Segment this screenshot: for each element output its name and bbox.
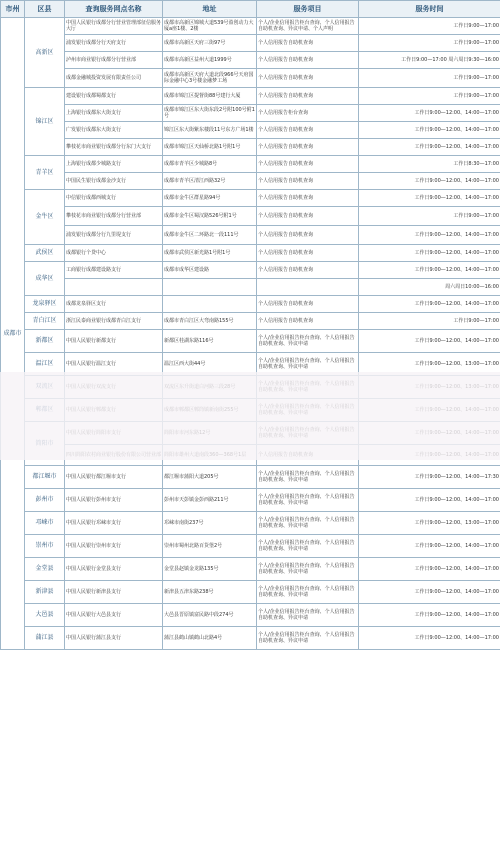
name-cell: 浙江民泰商业银行成都青白江支行 [65, 313, 163, 330]
address-cell: 成都市锦江区天仙桥北路1号附1号 [163, 139, 257, 156]
district-cell: 新津县 [25, 581, 65, 604]
district-cell: 青羊区 [25, 156, 65, 190]
table-row [1, 262, 500, 279]
time-cell: 工作日9:00—12:00、14:00—17:00 [359, 489, 500, 512]
name-cell: 建设银行成都蜀都支行 [65, 88, 163, 105]
service-cell: 个人信用报告自助机查询 [257, 190, 359, 207]
name-cell: 攀枝花市商业银行成都分行东门大支行 [65, 139, 163, 156]
name-cell: 中国人民银行金堂县支行 [65, 558, 163, 581]
address-cell [163, 296, 257, 313]
address-cell: 成都市武侯区新光路1号附1号 [163, 245, 257, 262]
table-row [1, 279, 500, 296]
time-cell: 工作日9:00—17:00 [359, 69, 500, 88]
address-cell: 成都市青羊区清江西路32号 [163, 173, 257, 190]
service-cell: 个人/企业信用报告柜台查询、个人信用报告自助机查询、异议申请 [257, 581, 359, 604]
table-body [1, 18, 500, 650]
table-row [1, 190, 500, 207]
district-cell: 彭州市 [25, 489, 65, 512]
name-cell: 浦发银行成都分行九里堤支行 [65, 226, 163, 245]
name-cell: 中信银行成都西城支行 [65, 190, 163, 207]
name-cell: 工商银行成都建设路支行 [65, 262, 163, 279]
name-cell: 攀枝花市商业银行成都分行营业部 [65, 207, 163, 226]
time-cell: 工作日9:00—12:00、14:00—17:00 [359, 627, 500, 650]
table-row [1, 52, 500, 69]
service-cell: 个人信用报告柜台查询 [257, 105, 359, 122]
time-cell: 工作日9:00—12:00、14:00—17:00 [359, 122, 500, 139]
district-cell: 锦江区 [25, 88, 65, 156]
time-cell: 工作日9:00—17:00 [359, 18, 500, 35]
district-cell: 高新区 [25, 18, 65, 88]
header-time: 服务时间 [359, 1, 500, 18]
table-row [1, 226, 500, 245]
name-cell: 中国人民银行成都分行营业管理部征信服务大厅 [65, 18, 163, 35]
time-cell: 工作日9:00—17:00 周六周日9:30—16:00 [359, 52, 500, 69]
address-cell: 成都市金牛区二环路北一段111号 [163, 226, 257, 245]
service-cell: 个人信用报告自助机查询 [257, 262, 359, 279]
district-cell: 都江堰市 [25, 466, 65, 489]
service-cell: 个人/企业信用报告柜台查询、个人信用报告自助机查询、异议申请 [257, 466, 359, 489]
district-cell: 龙泉驿区 [25, 296, 65, 313]
district-cell: 青白江区 [25, 313, 65, 330]
table-row [1, 35, 500, 52]
time-cell: 工作日9:00—12:00、14:00—17:00 [359, 190, 500, 207]
table-row [1, 313, 500, 330]
service-cell: 个人/企业信用报告柜台查询、个人信用报告自助机查询、异议申请、个人声明 [257, 18, 359, 35]
address-cell: 金堂县赵镇金龙路135号 [163, 558, 257, 581]
service-cell: 个人信用报告自助机查询 [257, 139, 359, 156]
service-cell: 个人信用报告自助机查询 [257, 156, 359, 173]
address-cell: 新津县五津东路238号 [163, 581, 257, 604]
address-cell: 成都市成华区建设路 [163, 262, 257, 279]
district-cell: 蒲江县 [25, 627, 65, 650]
table-row [1, 604, 500, 627]
address-cell: 都江堰市蒲阳大道205号 [163, 466, 257, 489]
table-row [1, 69, 500, 88]
service-cell: 个人信用报告自助机查询 [257, 296, 359, 313]
name-cell: 中国人民银行蒲江县支行 [65, 627, 163, 650]
service-cell: 个人信用报告自助机查询 [257, 245, 359, 262]
service-cell: 个人信用报告自助机查询 [257, 69, 359, 88]
table-row [1, 512, 500, 535]
service-cell: 个人/企业信用报告柜台查询、个人信用报告自助机查询、异议申请 [257, 535, 359, 558]
district-cell: 金牛区 [25, 190, 65, 245]
service-cell [257, 279, 359, 296]
time-cell: 工作日9:00—12:00、14:00—17:00 [359, 558, 500, 581]
name-cell: 中国人民银行都江堰市支行 [65, 466, 163, 489]
time-cell: 工作日8:30—17:00 [359, 156, 500, 173]
service-cell: 个人/企业信用报告柜台查询、个人信用报告自助机查询、异议申请 [257, 604, 359, 627]
name-cell: 中国人民银行大邑县支行 [65, 604, 163, 627]
table-row [1, 18, 500, 35]
name-cell: 成都银行个贷中心 [65, 245, 163, 262]
address-cell: 成都市青羊区少城路8号 [163, 156, 257, 173]
table-row [1, 122, 500, 139]
time-cell: 工作日9:00—12:00、13:00—17:00 [359, 512, 500, 535]
header-district: 区县 [25, 1, 65, 18]
service-cell: 个人信用报告自助机查询 [257, 173, 359, 190]
table-row [1, 581, 500, 604]
name-cell: 成都金融城投资发展有限责任公司 [65, 69, 163, 88]
district-cell: 崇州市 [25, 535, 65, 558]
district-cell: 武侯区 [25, 245, 65, 262]
time-cell: 工作日9:00—12:00、14:00—17:00 [359, 581, 500, 604]
service-cell: 个人/企业信用报告柜台查询、个人信用报告自助机查询、异议申请 [257, 489, 359, 512]
time-cell: 周六周日10:00—16:00 [359, 279, 500, 296]
address-cell: 成都市锦江区提督街88号建行大厦 [163, 88, 257, 105]
address-cell: 蒲江县鹤山镇鹤山北路4号 [163, 627, 257, 650]
service-cell: 个人信用报告自助机查询 [257, 226, 359, 245]
header-city: 市州 [1, 1, 25, 18]
address-cell: 成都市高新区益州大道1999号 [163, 52, 257, 69]
time-cell: 工作日9:00—12:00、14:00—17:30 [359, 466, 500, 489]
table-row [1, 105, 500, 122]
name-cell: 泸州市商业银行成都分行营业部 [65, 52, 163, 69]
district-cell: 金堂县 [25, 558, 65, 581]
address-cell: 邛崃市南街237号 [163, 512, 257, 535]
city-cell: 成都市 [1, 18, 25, 650]
service-cell: 个人/企业信用报告柜台查询、个人信用报告自助机查询、异议申请 [257, 512, 359, 535]
name-cell: 上海银行成都东大街支行 [65, 105, 163, 122]
name-cell: 浦发银行成都分行天府支行 [65, 35, 163, 52]
service-cell: 个人信用报告自助机查询 [257, 122, 359, 139]
table-row [1, 207, 500, 226]
address-cell: 成都市青白江区大弯南路155号 [163, 313, 257, 330]
header-service: 服务项目 [257, 1, 359, 18]
address-cell: 成都市锦江区东大街东段2号附100号附1号 [163, 105, 257, 122]
name-cell: 上海银行成都少城路支行 [65, 156, 163, 173]
header-name: 查询服务网点名称 [65, 1, 163, 18]
name-cell: 中国人民银行彭州市支行 [65, 489, 163, 512]
header-address: 地址 [163, 1, 257, 18]
time-cell: 工作日9:00—17:00 [359, 313, 500, 330]
address-cell: 大邑县晋原镇富民路中段274号 [163, 604, 257, 627]
address-cell: 成都市高新区天府大道北段966号天府国际金融中心3号楼金融梦工场 [163, 69, 257, 88]
name-cell: 中国民生银行成都金沙支行 [65, 173, 163, 190]
name-cell: 成都龙泉驿区支行 [65, 296, 163, 313]
service-cell: 个人信用报告自助机查询 [257, 52, 359, 69]
address-cell: 成都市金牛区蜀汉路526号附1号 [163, 207, 257, 226]
address-cell: 崇州市蜀州北路百货堡2号 [163, 535, 257, 558]
time-cell: 工作日9:00—12:00、14:00—17:00 [359, 173, 500, 190]
table-row [1, 296, 500, 313]
watermark-overlay [0, 372, 500, 460]
name-cell: 中国人民银行新都支行 [65, 330, 163, 353]
time-cell: 工作日9:00—12:00、14:00—17:00 [359, 296, 500, 313]
service-cell: 个人/企业信用报告柜台查询、个人信用报告自助机查询、异议申请 [257, 627, 359, 650]
address-cell: 新都区桂湖东路116号 [163, 330, 257, 353]
time-cell: 工作日9:00—12:00、13:00—17:00 [359, 353, 500, 376]
time-cell: 工作日9:00—17:00 [359, 35, 500, 52]
table-row [1, 535, 500, 558]
name-cell [65, 279, 163, 296]
table-row [1, 156, 500, 173]
address-cell: 成都市高新区天府三街97号 [163, 35, 257, 52]
table-row [1, 489, 500, 512]
table-row [1, 88, 500, 105]
address-cell: 彭州市天彭镇金彭西路211号 [163, 489, 257, 512]
service-cell: 个人信用报告自助机查询 [257, 313, 359, 330]
table-row [1, 173, 500, 190]
time-cell: 工作日9:00—12:00、14:00—17:00 [359, 330, 500, 353]
district-cell: 新都区 [25, 330, 65, 353]
name-cell: 中国人民银行崇州市支行 [65, 535, 163, 558]
table-row [1, 558, 500, 581]
service-cell: 个人信用报告自助机查询 [257, 35, 359, 52]
table-row [1, 466, 500, 489]
district-cell: 邛崃市 [25, 512, 65, 535]
time-cell: 工作日9:00—17:00 [359, 207, 500, 226]
address-cell: 成都市金牛区群星路94号 [163, 190, 257, 207]
service-cell: 个人/企业信用报告柜台查询、个人信用报告自助机查询、异议申请 [257, 558, 359, 581]
time-cell: 工作日9:00—12:00、14:00—17:00 [359, 139, 500, 156]
district-cell: 成华区 [25, 262, 65, 296]
time-cell: 工作日9:00—12:00、14:00—17:00 [359, 245, 500, 262]
time-cell: 工作日9:00—17:00 [359, 88, 500, 105]
table-row [1, 139, 500, 156]
table-header-row [1, 1, 500, 18]
name-cell: 中国人民银行邛崃市支行 [65, 512, 163, 535]
district-cell: 温江区 [25, 353, 65, 376]
address-cell: 成都市高新区锦城大道539号盈创动力大厦a座1楼、2楼 [163, 18, 257, 35]
table-row [1, 245, 500, 262]
district-cell: 大邑县 [25, 604, 65, 627]
service-cell: 个人/企业信用报告柜台查询、个人信用报告自助机查询、异议申请 [257, 330, 359, 353]
service-cell: 个人信用报告自助机查询 [257, 207, 359, 226]
name-cell: 广发银行成都东大街支行 [65, 122, 163, 139]
table-row [1, 330, 500, 353]
name-cell: 中国人民银行温江支行 [65, 353, 163, 376]
time-cell: 工作日9:00—12:00、14:00—17:00 [359, 105, 500, 122]
table-row [1, 627, 500, 650]
time-cell: 工作日9:00—12:00、14:00—17:00 [359, 262, 500, 279]
time-cell: 工作日9:00—12:00、14:00—17:00 [359, 604, 500, 627]
service-cell: 个人/企业信用报告柜台查询、个人信用报告自助机查询、异议申请 [257, 353, 359, 376]
address-cell: 锦江区东大街紫东楼段11号东方广场1楼 [163, 122, 257, 139]
name-cell: 中国人民银行新津县支行 [65, 581, 163, 604]
service-cell: 个人信用报告自助机查询 [257, 88, 359, 105]
address-cell [163, 279, 257, 296]
address-cell: 温江区西大街44号 [163, 353, 257, 376]
time-cell: 工作日9:00—12:00、14:00—17:00 [359, 535, 500, 558]
time-cell: 工作日9:00—12:00、14:00—17:00 [359, 226, 500, 245]
